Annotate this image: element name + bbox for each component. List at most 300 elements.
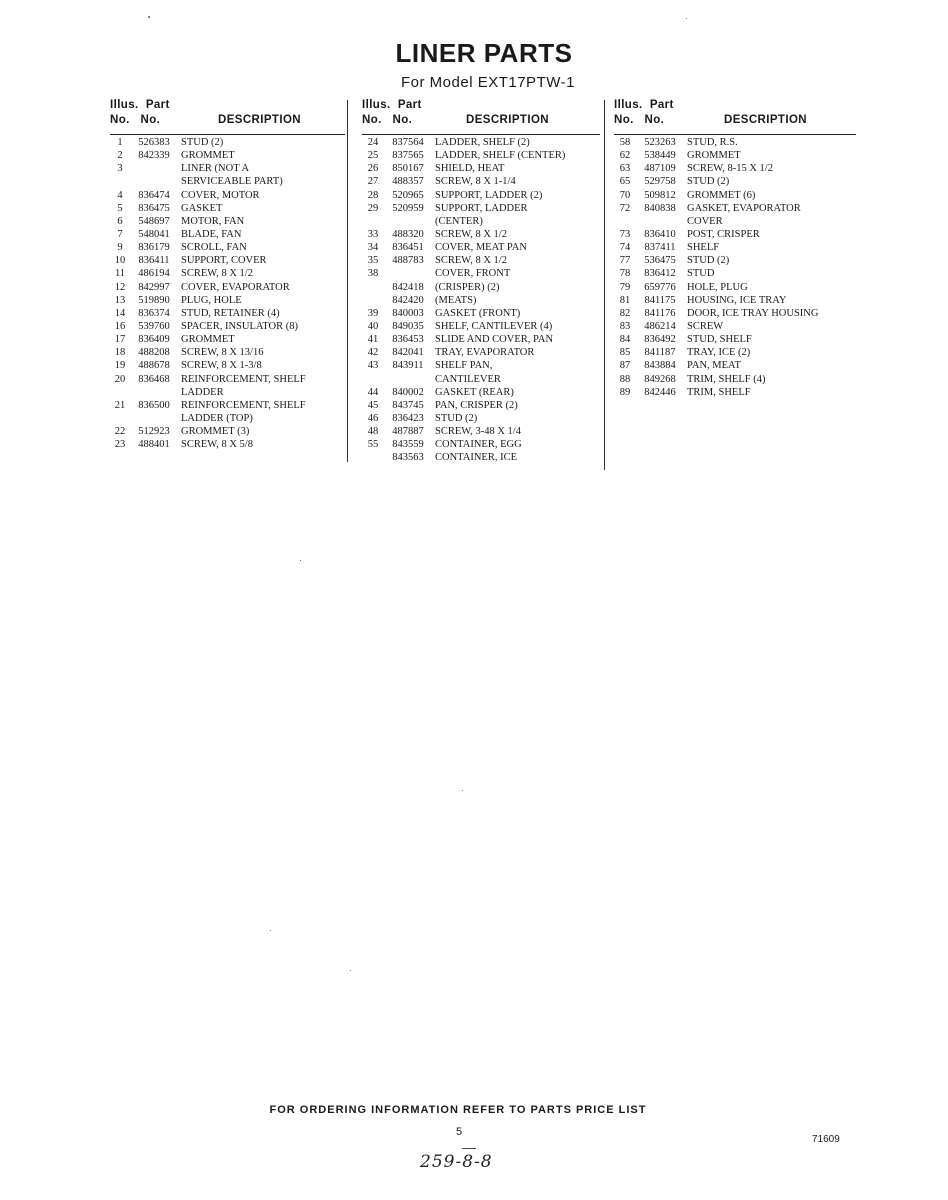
scan-speck (686, 18, 687, 19)
part-description: SCREW, 8 X 13/16 (181, 347, 264, 359)
part-description: LADDER (181, 386, 224, 398)
illus-number: 13 (114, 294, 126, 306)
parts-row (614, 228, 856, 241)
parts-row (362, 294, 600, 307)
illus-number: 9 (117, 242, 123, 254)
parts-row (110, 215, 345, 228)
illus-number: 4 (117, 189, 123, 201)
part-number: 836453 (392, 334, 424, 346)
column-divider (604, 100, 605, 470)
page-title: LINER PARTS (395, 38, 573, 68)
illus-number: 34 (367, 242, 379, 254)
parts-column-3 (614, 98, 856, 399)
parts-row (614, 294, 856, 307)
parts-column-1 (110, 98, 345, 451)
header-numbers: No. No. (614, 114, 665, 126)
part-number: 836492 (644, 334, 676, 346)
illus-number (614, 215, 636, 228)
part-number: 840838 (644, 202, 676, 214)
illus-number: 25 (367, 150, 379, 162)
parts-row (110, 438, 345, 451)
part-number: 512923 (138, 426, 170, 438)
part-number: 843911 (392, 360, 424, 372)
illus-number: 20 (114, 373, 126, 385)
part-number: 842041 (392, 347, 424, 359)
illus-number: 3 (117, 163, 123, 175)
illus-number (110, 386, 130, 399)
parts-row (362, 241, 600, 254)
illus-number: 7 (117, 228, 123, 240)
parts-row (362, 346, 600, 359)
part-description: STUD, R.S. (687, 137, 738, 148)
parts-row (362, 228, 600, 241)
part-description: TRAY, EVAPORATOR (435, 347, 535, 359)
parts-row (614, 359, 856, 372)
part-description: COVER (687, 215, 723, 227)
part-description: GROMMET (6) (687, 189, 756, 201)
part-number: 836409 (138, 334, 170, 346)
column-divider (347, 100, 348, 462)
part-number: 837564 (392, 137, 424, 148)
parts-row (110, 281, 345, 294)
illus-number: 40 (367, 320, 379, 332)
part-description: (CENTER) (435, 215, 483, 227)
illus-number (362, 215, 384, 228)
part-description: SLIDE AND COVER, PAN (435, 334, 554, 346)
illus-number: 73 (619, 228, 631, 240)
parts-row (614, 215, 856, 228)
part-description: LINER (NOT A (181, 163, 250, 175)
part-number (384, 267, 432, 280)
document-code: 71609 (812, 1134, 840, 1145)
parts-row (362, 189, 600, 202)
illus-number: 43 (367, 360, 379, 372)
part-description: CONTAINER, EGG (435, 439, 522, 451)
part-number: 842446 (644, 386, 676, 398)
part-description: SCREW, 8 X 1-1/4 (435, 176, 516, 188)
illus-number: 38 (367, 268, 379, 280)
part-number: 536475 (644, 255, 676, 267)
part-number: 842420 (392, 294, 424, 306)
illus-number: 84 (619, 334, 631, 346)
illus-number: 88 (619, 373, 631, 385)
parts-row (110, 241, 345, 254)
part-number: 486194 (138, 268, 170, 280)
parts-row (362, 254, 600, 267)
part-number: 523263 (644, 137, 676, 148)
illus-number: 5 (117, 202, 123, 214)
parts-row (362, 373, 600, 386)
part-description: STUD, SHELF (687, 334, 752, 346)
part-number: 836179 (138, 242, 170, 254)
part-number (130, 412, 178, 425)
parts-row (614, 162, 856, 175)
illus-number: 18 (114, 347, 126, 359)
illus-number: 77 (619, 255, 631, 267)
part-number: 487109 (644, 163, 676, 175)
parts-row (614, 373, 856, 386)
illus-number (362, 281, 384, 294)
scan-speck (462, 790, 463, 791)
parts-row (362, 175, 600, 188)
part-number: 841175 (644, 294, 676, 306)
parts-row (110, 228, 345, 241)
illus-number: 39 (367, 307, 379, 319)
parts-rows (614, 135, 856, 399)
illus-number: 27 (367, 176, 379, 188)
header-description: DESCRIPTION (218, 114, 301, 126)
part-number: 840002 (392, 386, 424, 398)
parts-row (362, 438, 600, 451)
part-number: 836500 (138, 399, 170, 411)
parts-row (614, 333, 856, 346)
handwritten-mark (462, 1148, 476, 1149)
parts-column-2 (362, 98, 600, 465)
part-description: SCREW, 3-48 X 1/4 (435, 426, 521, 438)
parts-row (110, 346, 345, 359)
illus-number: 79 (619, 281, 631, 293)
parts-row (110, 425, 345, 438)
part-number: 842418 (392, 281, 424, 293)
illus-number: 24 (367, 137, 379, 148)
illus-number: 12 (114, 281, 126, 293)
part-description: (MEATS) (435, 294, 477, 306)
illus-number: 82 (619, 307, 631, 319)
illus-number: 62 (619, 150, 631, 162)
illus-number: 81 (619, 294, 631, 306)
part-number: 849268 (644, 373, 676, 385)
part-description: HOUSING, ICE TRAY (687, 294, 787, 306)
part-number: 526383 (138, 137, 170, 148)
illus-number: 87 (619, 360, 631, 372)
part-description: SPACER, INSULATOR (8) (181, 320, 298, 332)
part-description: TRIM, SHELF (4) (687, 373, 766, 385)
parts-row (614, 346, 856, 359)
part-description: STUD, RETAINER (4) (181, 307, 280, 319)
part-description: CANTILEVER (435, 373, 501, 385)
parts-row (362, 412, 600, 425)
part-description: COVER, MEAT PAN (435, 242, 527, 254)
illus-number: 78 (619, 268, 631, 280)
parts-row (110, 412, 345, 425)
part-description: COVER, MOTOR (181, 189, 260, 201)
part-number: 488783 (392, 255, 424, 267)
part-number: 520965 (392, 189, 424, 201)
part-description: PAN, MEAT (687, 360, 741, 372)
part-description: PLUG, HOLE (181, 294, 242, 306)
part-description: GASKET (181, 202, 223, 214)
illus-number: 63 (619, 163, 631, 175)
illus-number: 74 (619, 242, 631, 254)
part-number: 488357 (392, 176, 424, 188)
illus-number: 23 (114, 439, 126, 451)
parts-row (362, 307, 600, 320)
scan-speck (148, 16, 150, 18)
part-description: SCREW, 8-15 X 1/2 (687, 163, 773, 175)
parts-row (110, 320, 345, 333)
illus-number: 65 (619, 176, 631, 188)
part-description: SCREW, 8 X 1/2 (181, 268, 253, 280)
parts-row (614, 202, 856, 215)
parts-row (110, 254, 345, 267)
part-description: GROMMET (181, 334, 235, 346)
parts-row (110, 189, 345, 202)
parts-rows (362, 135, 600, 465)
part-description: COVER, EVAPORATOR (181, 281, 290, 293)
part-description: SUPPORT, LADDER (2) (435, 189, 543, 201)
parts-row (362, 149, 600, 162)
part-number: 842339 (138, 150, 170, 162)
part-number: 836423 (392, 412, 424, 424)
illus-number: 42 (367, 347, 379, 359)
part-number: 520959 (392, 202, 424, 214)
part-description: GASKET, EVAPORATOR (687, 202, 801, 214)
part-number: 529758 (644, 176, 676, 188)
part-description: BLADE, FAN (181, 228, 242, 240)
illus-number (362, 373, 384, 386)
part-number: 841187 (644, 347, 676, 359)
part-number: 842997 (138, 281, 170, 293)
illus-number (110, 175, 130, 188)
illus-number (110, 412, 130, 425)
part-number: 836451 (392, 242, 424, 254)
parts-row (362, 386, 600, 399)
illus-number: 28 (367, 189, 379, 201)
part-number: 836410 (644, 228, 676, 240)
part-description: POST, CRISPER (687, 228, 760, 240)
parts-row (362, 320, 600, 333)
part-number: 843559 (392, 439, 424, 451)
illus-number: 10 (114, 255, 126, 267)
parts-row (614, 175, 856, 188)
part-number: 548041 (138, 228, 170, 240)
part-description: TRAY, ICE (2) (687, 347, 751, 359)
illus-number: 46 (367, 412, 379, 424)
model-subtitle: For Model EXT17PTW-1 (401, 74, 575, 91)
column-header (362, 98, 600, 135)
parts-row (614, 320, 856, 333)
part-description: GROMMET (181, 150, 235, 162)
parts-row (362, 425, 600, 438)
parts-row (110, 149, 345, 162)
part-number: 488678 (138, 360, 170, 372)
illus-number: 72 (619, 202, 631, 214)
illus-number: 48 (367, 426, 379, 438)
part-number (130, 162, 178, 175)
part-number: 836374 (138, 307, 170, 319)
part-description: SCROLL, FAN (181, 242, 247, 254)
illus-number: 17 (114, 334, 126, 346)
part-description: GASKET (REAR) (435, 386, 514, 398)
parts-row (110, 136, 345, 149)
part-number: 836474 (138, 189, 170, 201)
parts-row (614, 307, 856, 320)
parts-row (110, 307, 345, 320)
part-description: HOLE, PLUG (687, 281, 748, 293)
parts-row (110, 399, 345, 412)
parts-row (362, 202, 600, 215)
column-header (110, 98, 345, 135)
illus-number: 89 (619, 386, 631, 398)
part-number (130, 175, 178, 188)
part-description: (CRISPER) (2) (435, 281, 500, 293)
part-number: 837411 (644, 242, 676, 254)
part-description: SCREW, 8 X 1/2 (435, 228, 507, 240)
parts-row (614, 149, 856, 162)
part-number: 836411 (138, 255, 170, 267)
part-description: SHELF PAN, (435, 360, 493, 372)
part-description: SCREW, 8 X 1-3/8 (181, 360, 262, 372)
part-number: 850167 (392, 163, 424, 175)
part-description: COVER, FRONT (435, 268, 511, 280)
part-description: GASKET (FRONT) (435, 307, 521, 319)
header-numbers: No. No. (110, 114, 161, 126)
parts-row (614, 267, 856, 280)
part-number: 843563 (392, 452, 424, 464)
part-number: 843884 (644, 360, 676, 372)
part-description: STUD (2) (435, 412, 478, 424)
header-illus-part: Illus. Part (614, 99, 674, 111)
part-description: SHIELD, HEAT (435, 163, 505, 175)
part-number: 488401 (138, 439, 170, 451)
part-number (636, 215, 684, 228)
part-description: STUD (2) (687, 176, 730, 188)
part-description: SUPPORT, LADDER (435, 202, 528, 214)
illus-number (362, 451, 384, 464)
parts-row (362, 333, 600, 346)
part-description: GROMMET (687, 150, 741, 162)
illus-number: 58 (619, 137, 631, 148)
parts-row (614, 386, 856, 399)
part-description: MOTOR, FAN (181, 215, 245, 227)
part-number: 849035 (392, 320, 424, 332)
part-number: 841176 (644, 307, 676, 319)
part-number (130, 386, 178, 399)
illus-number: 16 (114, 320, 126, 332)
parts-row (110, 267, 345, 280)
illus-number: 29 (367, 202, 379, 214)
ordering-note: FOR ORDERING INFORMATION REFER TO PARTS PRICE LIST (269, 1104, 647, 1116)
illus-number: 45 (367, 399, 379, 411)
part-number: 840003 (392, 307, 424, 319)
illus-number: 14 (114, 307, 126, 319)
illus-number: 41 (367, 334, 379, 346)
part-description: SUPPORT, COVER (181, 255, 267, 267)
parts-row (110, 359, 345, 372)
parts-row (362, 136, 600, 149)
part-number: 519890 (138, 294, 170, 306)
parts-row (110, 386, 345, 399)
parts-row (362, 215, 600, 228)
part-number: 487887 (392, 426, 424, 438)
part-description: LADDER (TOP) (181, 412, 253, 424)
illus-number: 85 (619, 347, 631, 359)
parts-row (110, 294, 345, 307)
part-number: 548697 (138, 215, 170, 227)
parts-row (614, 254, 856, 267)
parts-row (110, 373, 345, 386)
part-description: REINFORCEMENT, SHELF (181, 373, 306, 385)
part-description: LADDER, SHELF (CENTER) (435, 150, 566, 162)
parts-rows (110, 135, 345, 451)
illus-number: 70 (619, 189, 631, 201)
header-description: DESCRIPTION (466, 114, 549, 126)
part-description: SERVICEABLE PART) (181, 176, 283, 188)
illus-number: 35 (367, 255, 379, 267)
illus-number: 2 (117, 150, 123, 162)
part-description: SHELF, CANTILEVER (4) (435, 320, 553, 332)
part-description: STUD (687, 268, 715, 280)
part-description: GROMMET (3) (181, 426, 250, 438)
part-description: CONTAINER, ICE (435, 452, 517, 464)
part-number (384, 215, 432, 228)
part-description: PAN, CRISPER (2) (435, 399, 518, 411)
scan-speck (350, 970, 351, 971)
part-description: SCREW (687, 320, 724, 332)
part-number: 836475 (138, 202, 170, 214)
parts-row (362, 359, 600, 372)
parts-row (614, 189, 856, 202)
part-number: 836468 (138, 373, 170, 385)
part-description: SCREW, 8 X 5/8 (181, 439, 253, 451)
part-description: LADDER, SHELF (2) (435, 137, 530, 148)
page-number: 5 (456, 1126, 463, 1138)
header-numbers: No. No. (362, 114, 413, 126)
parts-row (362, 267, 600, 280)
parts-row (614, 241, 856, 254)
illus-number (362, 294, 384, 307)
scan-speck (270, 930, 271, 931)
part-number: 538449 (644, 150, 676, 162)
illus-number: 83 (619, 320, 631, 332)
parts-row (614, 136, 856, 149)
illus-number: 1 (117, 137, 123, 148)
part-description: STUD (2) (687, 255, 730, 267)
illus-number: 22 (114, 426, 126, 438)
header-illus-part: Illus. Part (362, 99, 422, 111)
illus-number: 21 (114, 399, 126, 411)
part-description: TRIM, SHELF (687, 386, 751, 398)
parts-row (614, 281, 856, 294)
illus-number: 6 (117, 215, 123, 227)
part-number: 843745 (392, 399, 424, 411)
part-number: 488320 (392, 228, 424, 240)
part-description: SCREW, 8 X 1/2 (435, 255, 507, 267)
illus-number: 44 (367, 386, 379, 398)
part-number: 486214 (644, 320, 676, 332)
part-number: 539760 (138, 320, 170, 332)
parts-row (362, 281, 600, 294)
part-description: STUD (2) (181, 137, 224, 148)
header-description: DESCRIPTION (724, 114, 807, 126)
illus-number: 11 (114, 268, 126, 280)
part-description: REINFORCEMENT, SHELF (181, 399, 306, 411)
handwritten-reference: 259-8-8 (420, 1152, 493, 1172)
parts-row (110, 162, 345, 175)
header-illus-part: Illus. Part (110, 99, 170, 111)
scan-speck (300, 560, 301, 561)
illus-number: 19 (114, 360, 126, 372)
parts-row (362, 451, 600, 464)
column-header (614, 98, 856, 135)
part-number: 509812 (644, 189, 676, 201)
part-description: SHELF (687, 242, 720, 254)
parts-row (110, 333, 345, 346)
illus-number: 55 (367, 439, 379, 451)
parts-row (110, 202, 345, 215)
illus-number: 33 (367, 228, 379, 240)
part-description: DOOR, ICE TRAY HOUSING (687, 307, 819, 319)
